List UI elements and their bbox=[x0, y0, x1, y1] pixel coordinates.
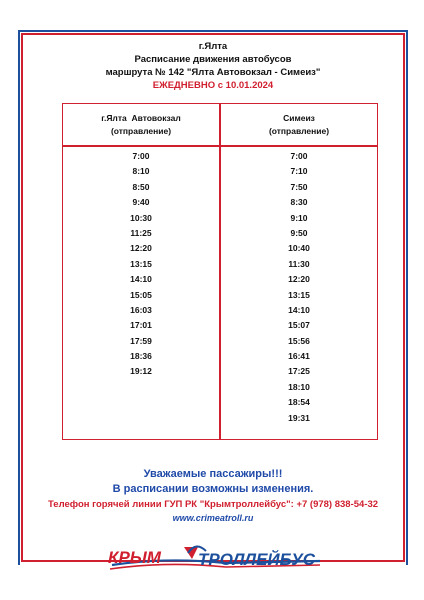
crimeatroll-logo bbox=[106, 543, 320, 577]
schedule-validity: ЕЖЕДНЕВНО с 10.01.2024 bbox=[152, 80, 274, 91]
hotline-phone: Телефон горячей линии ГУП РК "Крымтроллейбус": +7 (978) 838-54-32 bbox=[47, 499, 379, 510]
header-divider bbox=[63, 145, 377, 147]
frame-top-border bbox=[18, 30, 408, 32]
frame-left-border bbox=[18, 30, 20, 565]
departure-time: 18:10 bbox=[288, 381, 310, 392]
departure-time: 17:25 bbox=[288, 366, 310, 377]
svg-text:КРЫМ: КРЫМ bbox=[108, 548, 161, 567]
svg-text:ТРОЛЛЕЙБУС: ТРОЛЛЕЙБУС bbox=[198, 550, 316, 569]
departure-time: 7:00 bbox=[290, 151, 308, 161]
departure-time: 10:30 bbox=[130, 212, 152, 223]
route-name: маршрута № 142 "Ялта Автовокзал - Симеиз" bbox=[105, 67, 321, 78]
departure-time: 15:07 bbox=[288, 320, 310, 331]
departure-time: 13:15 bbox=[130, 258, 152, 269]
departure-time: 13:15 bbox=[288, 289, 310, 300]
departure-time: 8:30 bbox=[290, 197, 308, 208]
departures-yalta bbox=[63, 149, 219, 380]
departure-time: 10:40 bbox=[288, 243, 310, 254]
frame-right-border bbox=[406, 30, 408, 565]
departure-time: 16:41 bbox=[288, 351, 310, 362]
departure-time: 12:20 bbox=[130, 243, 152, 254]
column-header-simeiz bbox=[221, 112, 377, 138]
column-header-subtitle: (отправление) bbox=[268, 126, 330, 136]
departure-time: 18:36 bbox=[130, 351, 152, 362]
notice-greeting: Уважаемые пассажиры!!! bbox=[143, 468, 283, 480]
departure-time: 9:10 bbox=[290, 212, 308, 223]
departure-time: 9:50 bbox=[290, 227, 308, 238]
departure-time: 17:01 bbox=[130, 320, 152, 331]
passenger-notice bbox=[22, 467, 404, 525]
column-header-yalta bbox=[63, 112, 219, 138]
departure-time: 14:10 bbox=[288, 304, 310, 315]
column-header-subtitle: (отправление) bbox=[110, 126, 172, 136]
departure-time: 17:59 bbox=[130, 335, 152, 346]
departure-time: 11:30 bbox=[288, 258, 310, 269]
departure-time: 11:25 bbox=[130, 227, 152, 238]
city-name: г.Ялта bbox=[198, 41, 228, 52]
column-header-title: г.Ялта Автовокзал bbox=[101, 113, 181, 123]
departure-time: 12:20 bbox=[288, 274, 310, 285]
column-header-title: Симеиз bbox=[283, 113, 315, 123]
website-link[interactable]: www.crimeatroll.ru bbox=[172, 513, 254, 523]
departure-time: 19:31 bbox=[288, 412, 310, 423]
schedule-header bbox=[22, 40, 404, 92]
departure-time: 8:10 bbox=[132, 166, 150, 177]
timetable bbox=[62, 103, 378, 440]
departure-time: 9:40 bbox=[132, 197, 150, 208]
departure-time: 15:56 bbox=[288, 335, 310, 346]
departure-time: 16:03 bbox=[130, 304, 152, 315]
schedule-title: Расписание движения автобусов bbox=[134, 54, 292, 65]
departure-time: 15:05 bbox=[130, 289, 152, 300]
departures-simeiz bbox=[221, 149, 377, 426]
departure-time: 14:10 bbox=[130, 274, 152, 285]
departure-time: 8:50 bbox=[132, 181, 150, 192]
departure-time: 7:00 bbox=[132, 151, 150, 161]
departure-time: 7:10 bbox=[290, 166, 308, 177]
departure-time: 19:12 bbox=[130, 366, 152, 377]
notice-changes: В расписании возможны изменения. bbox=[112, 483, 314, 495]
departure-time: 7:50 bbox=[290, 181, 308, 192]
departure-time: 18:54 bbox=[288, 397, 310, 408]
